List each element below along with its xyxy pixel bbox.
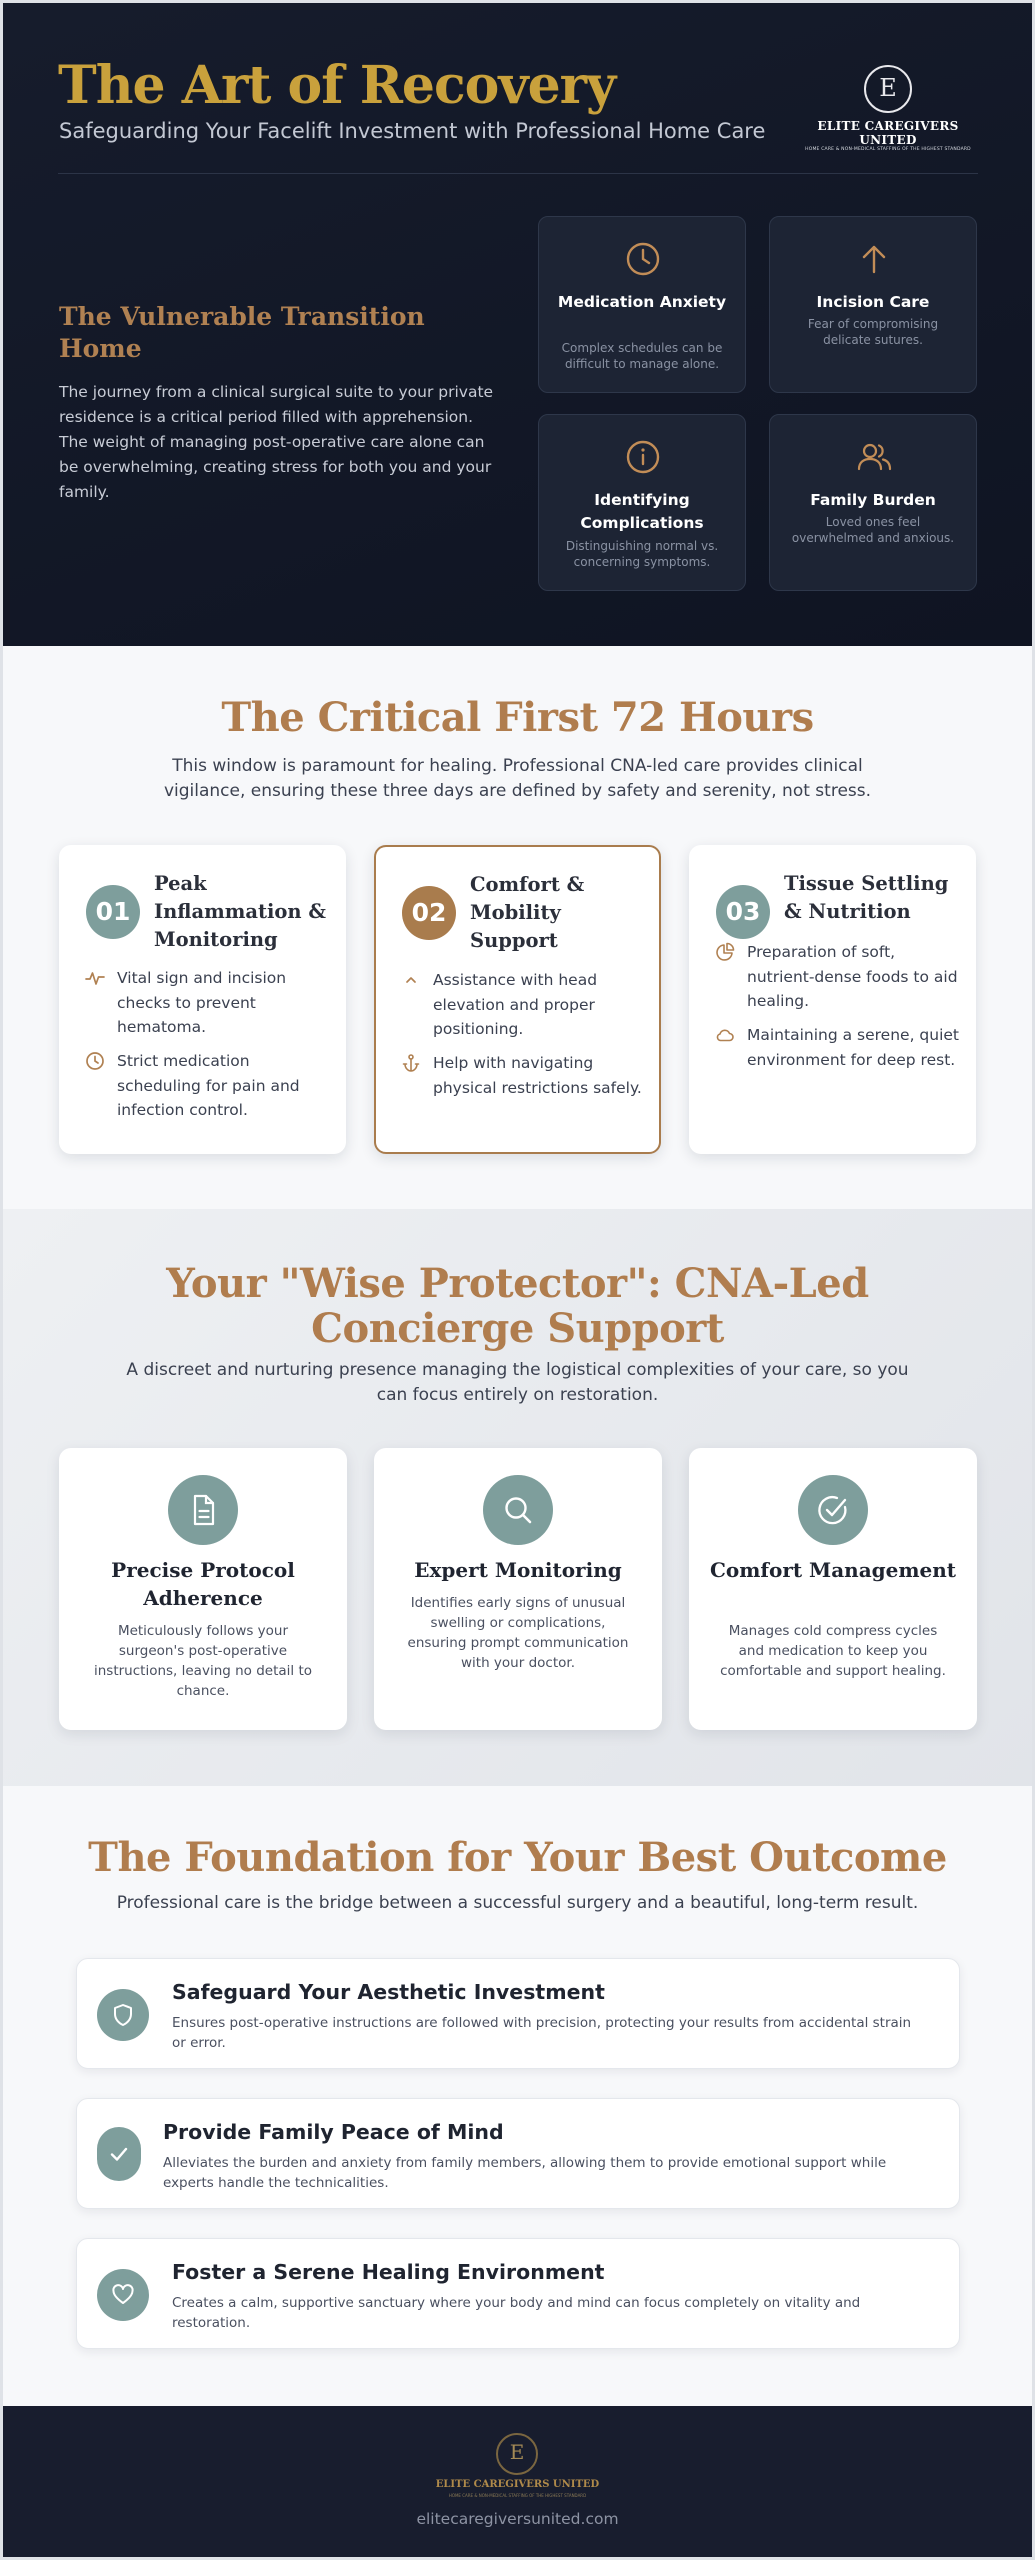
service-card: [689, 1448, 977, 1730]
monogram-icon: E: [864, 65, 912, 113]
clock-icon: [85, 1051, 105, 1071]
shield-icon: [111, 2003, 135, 2027]
footer-brand-tagline: HOME CARE & NON-MEDICAL STAFFING OF THE HIGHEST STANDARD: [448, 2493, 587, 2498]
service-title: Precise Protocol Adherence: [111, 1558, 295, 1610]
section-subtitle: Professional care is the bridge between a successful surgery and a beautiful, long-term result.: [116, 1893, 919, 1913]
search-icon: [501, 1493, 535, 1527]
benefit-desc: Ensures post-operative instructions are followed with precision, protecting your results from accidental strain or error.: [172, 2015, 912, 2051]
section-title: The Critical First 72 Hours: [221, 694, 814, 741]
benefit-desc: Alleviates the burden and anxiety from family members, allowing them to provide emotional support while experts handle the technicalities.: [163, 2155, 887, 2191]
section-title: The Foundation for Your Best Outcome: [88, 1834, 947, 1881]
users-icon: [854, 437, 894, 477]
benefit-icon-badge: [97, 2127, 141, 2181]
vulnerable-title: The Vulnerable Transition Home: [59, 302, 425, 363]
concern-card: [538, 216, 746, 393]
benefit-title: Foster a Serene Healing Environment: [172, 2260, 605, 2284]
concern-card: [769, 414, 977, 591]
brand-name: ELITE CAREGIVERS UNITED: [817, 119, 959, 147]
service-title: Comfort Management: [709, 1558, 957, 1582]
critical-72-hours-section: [3, 646, 1032, 1209]
pie-icon: [715, 942, 735, 962]
benefit-row: [76, 1958, 960, 2069]
card-title: Identifying Complications: [580, 491, 704, 532]
card-desc: Loved ones feel overwhelmed and anxious.: [791, 515, 955, 545]
card-title: Medication Anxiety: [557, 293, 727, 311]
footer: [3, 2406, 1032, 2560]
concern-card: [769, 216, 977, 393]
phase-item-text: Assistance with head elevation and proper positioning.: [433, 971, 598, 1038]
divider: [58, 173, 978, 174]
benefit-icon-badge: [97, 1989, 149, 2041]
card-title: Incision Care: [816, 293, 930, 311]
phase-number-badge: 03: [716, 885, 770, 939]
service-icon-badge: [483, 1475, 553, 1545]
benefit-desc: Creates a calm, supportive sanctuary where your body and mind can focus completely on vitality and restoration.: [172, 2295, 861, 2331]
wise-protector-section: [3, 1209, 1032, 1786]
check-icon: [107, 2142, 131, 2166]
heart-icon: [111, 2283, 135, 2307]
card-title: Family Burden: [810, 491, 936, 509]
phase-item-text: Maintaining a serene, quiet environment for deep rest.: [747, 1026, 960, 1069]
phase-card-featured: [374, 845, 661, 1154]
pulse-icon: [85, 968, 105, 988]
phase-card: [689, 845, 976, 1154]
arrow-up-icon: [854, 239, 894, 279]
phase-title: Peak Inflammation & Monitoring: [154, 872, 327, 951]
website-link[interactable]: elitecaregiversunited.com: [416, 2510, 619, 2528]
document-icon: [186, 1493, 220, 1527]
service-desc: Manages cold compress cycles and medication to keep you comfortable and support healing.: [720, 1623, 946, 1679]
service-icon-badge: [798, 1475, 868, 1545]
phase-item-text: Strict medication scheduling for pain and infection control.: [117, 1052, 300, 1119]
page-title: The Art of Recovery: [58, 55, 616, 116]
vulnerable-body: The journey from a clinical surgical suite to your private residence is a critical period filled with apprehension. The weight of managing post-operative care alone can be overwhelming, creating stress for both you and your family.: [59, 383, 494, 501]
benefit-row: [76, 2238, 960, 2349]
service-card: [374, 1448, 662, 1730]
service-desc: Identifies early signs of unusual swelling or complications, ensuring prompt communication with your doctor.: [407, 1595, 629, 1671]
chevron-up-icon: [401, 970, 421, 990]
phase-card: [59, 845, 346, 1154]
phase-item-text: Preparation of soft, nutrient-dense foods to aid healing.: [747, 943, 958, 1010]
service-icon-badge: [168, 1475, 238, 1545]
clock-icon: [623, 239, 663, 279]
phase-item-text: Vital sign and incision checks to prevent hematoma.: [117, 969, 287, 1036]
benefit-icon-badge: [97, 2269, 149, 2321]
card-desc: Fear of compromising delicate sutures.: [807, 317, 939, 347]
monogram-icon: E: [496, 2433, 538, 2475]
anchor-icon: [401, 1053, 421, 1073]
card-desc: Distinguishing normal vs. concerning symptoms.: [565, 539, 719, 569]
foundation-section: [3, 1786, 1032, 2406]
cloud-icon: [715, 1025, 735, 1045]
footer-brand-name: ELITE CAREGIVERS UNITED: [435, 2479, 600, 2490]
section-subtitle: A discreet and nurturing presence managing the logistical complexities of your care, so you can focus entirely on restoration.: [126, 1360, 909, 1405]
phase-number-badge: 01: [86, 885, 140, 939]
phase-title: Comfort & Mobility Support: [470, 873, 585, 952]
page-subtitle: Safeguarding Your Facelift Investment with Professional Home Care: [59, 119, 766, 143]
service-desc: Meticulously follows your surgeon's post-operative instructions, leaving no detail to chance.: [93, 1623, 313, 1699]
benefit-row: [76, 2098, 960, 2209]
brand-tagline: HOME CARE & NON-MEDICAL STAFFING OF THE HIGHEST STANDARD: [805, 147, 971, 152]
check-circle-icon: [816, 1493, 850, 1527]
service-card: [59, 1448, 347, 1730]
phase-item-text: Help with navigating physical restrictions safely.: [433, 1054, 642, 1097]
service-title: Expert Monitoring: [414, 1558, 622, 1582]
brand-logo: [793, 65, 983, 152]
section-title: Your "Wise Protector": CNA-Led Concierge Support: [166, 1260, 869, 1352]
card-desc: Complex schedules can be difficult to manage alone.: [561, 341, 723, 371]
benefit-title: Provide Family Peace of Mind: [163, 2120, 504, 2144]
phase-number-badge: 02: [402, 886, 456, 940]
info-icon: [623, 437, 663, 477]
phase-title: Tissue Settling & Nutrition: [784, 872, 949, 923]
benefit-title: Safeguard Your Aesthetic Investment: [172, 1980, 605, 2004]
concern-card: [538, 414, 746, 591]
section-subtitle: This window is paramount for healing. Professional CNA-led care provides clinical vigilance, ensuring these three days are defined by safety and serenity, not stress.: [163, 756, 872, 801]
hero-section: [3, 3, 1032, 646]
